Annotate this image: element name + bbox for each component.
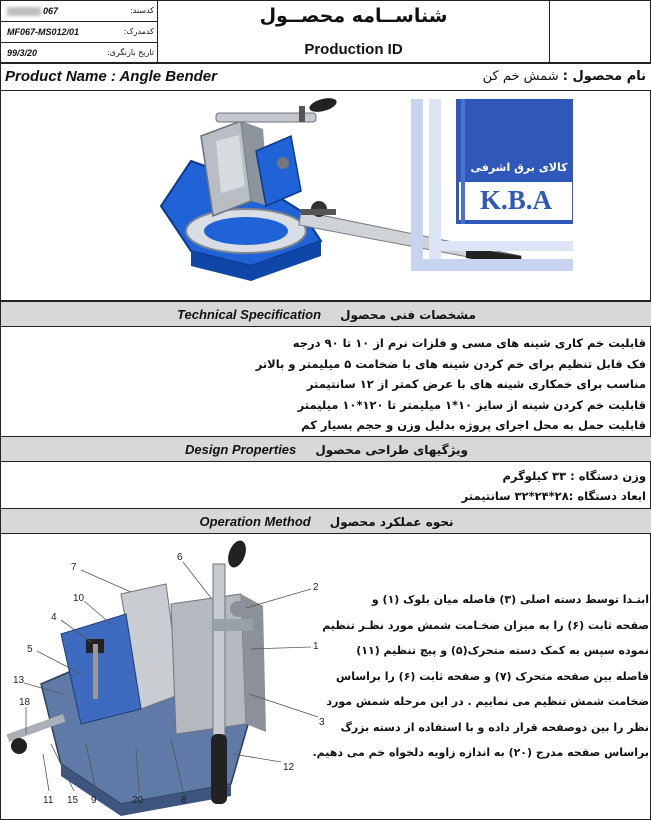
callout-label: 1 [313,641,319,652]
doc-code-label: کدسند: [129,6,154,15]
review-date-value: 99/3/20 [7,48,38,58]
record-code-row [1,22,158,43]
product-name-label: نام محصول : [562,69,646,84]
labeled-machine-diagram [1,534,338,820]
callout-label: 4 [51,612,57,623]
design-properties-header [1,436,651,462]
product-name-en: Product Name : Angle Bender [5,68,217,85]
technical-spec-list [1,327,651,437]
callout-label: 5 [27,644,33,655]
redacted-mark [7,7,41,16]
record-code-value: MF067-MS012/01 [7,27,80,37]
operation-line: براساس صفحه مدرج (۲۰) به اندازه زاویه دلخواه خم می دهیم. [312,746,649,759]
operation-line: نموده سپس به کمک دسته متحرک(۵) و پیچ تنظیم (۱۱) [356,644,649,657]
review-date-label: تاریخ بازنگری: [106,48,154,57]
logo-abbr: K.B.A [479,185,552,215]
operation-line: نظر را بین دوصفحه قرار داده و با استفاده از دسته بزرگ [340,720,649,734]
doc-code-row [1,1,158,22]
header-logo-cell [549,1,651,64]
spec-line: فک قابل تنظیم برای خم کردن شینه های با ضخامت ۵ میلیمتر و بالاتر [255,356,646,371]
callout-label: 2 [313,582,319,593]
callout-label: 3 [319,717,325,728]
spec-line: قابلیت خم کردن شینه از سایز ۱۰*۱ میلیمتر تا ۱۲۰*۱۰ میلیمتر [297,397,646,412]
callout-label: 7 [71,562,77,573]
callout-label: 8 [181,795,187,806]
operation-method-header [1,508,651,534]
callout-label: 15 [67,795,79,806]
spec-line: قابلیت حمل به محل اجرای پروژه بدلیل وزن و حجم بسیار کم [301,418,646,432]
doc-code-value: 067 [7,6,58,16]
technical-spec-header [1,301,651,327]
design-line: وزن دستگاه : ۳۳ کیلوگرم [502,469,646,483]
operation-method-title-en: Operation Method [199,514,311,529]
callout-label: 18 [19,697,31,708]
design-properties-title-en: Design Properties [185,442,297,457]
operation-method-text [312,587,649,766]
design-properties-title-fa: ویژگیهای طراحی محصول [315,443,468,457]
callout-label: 9 [91,795,97,806]
operation-line: صفحه ثابت (۶) را به میزان ضخـامت شمش مورد نظـر تنظیم [322,618,649,632]
design-properties-list [1,462,651,508]
callout-label: 11 [43,795,54,806]
design-line: ابعاد دستگاه :۲۸*۲۴*۳۲ سانتیمتر [461,489,646,503]
review-date-row [1,43,158,64]
document-meta [1,1,158,64]
spec-line: قابلیت خم کاری شینه های مسی و فلزات نرم از ۱۰ تا ۹۰ درجه [292,336,646,350]
product-name-row [1,64,651,91]
spec-line: مناسب برای خمکاری شینه های با عرض کمتر از ۱۲ سانتیمتر [306,377,646,391]
product-name-fa [483,69,646,84]
document-header [1,1,651,64]
record-code-label: کدمدرک: [123,27,154,36]
technical-spec-title-en: Technical Specification [177,307,322,322]
operation-line: فاصله بین صفحه متحرک (۷) و صفحه ثابت (۶) را براساس [336,669,649,683]
product-name-value: شمش خم کن [482,69,559,84]
operation-method-title-fa: نحوه عملکرد محصول [329,515,454,529]
technical-spec-title-fa: مشخصات فنی محصول [340,308,476,322]
callout-label: 13 [13,675,25,686]
operation-line: ضخامت شمش تنظیم می نماییم . در این مرحله شمش مورد [326,695,649,708]
callout-label: 12 [283,762,295,773]
callout-label: 10 [73,593,85,604]
callout-label: 20 [132,795,144,806]
callout-label: 6 [177,552,183,563]
page-title-en: Production ID [304,41,403,58]
operation-line: ابتـدا توسط دسته اصلی (۳) فاصله میان بلوک (۱) و [371,593,649,606]
page-title-fa: شناســامه محصــول [259,5,448,27]
product-image-area [1,91,651,301]
logo-company-name: کالای برق اشرفی [470,161,568,174]
operation-diagram [1,534,338,820]
